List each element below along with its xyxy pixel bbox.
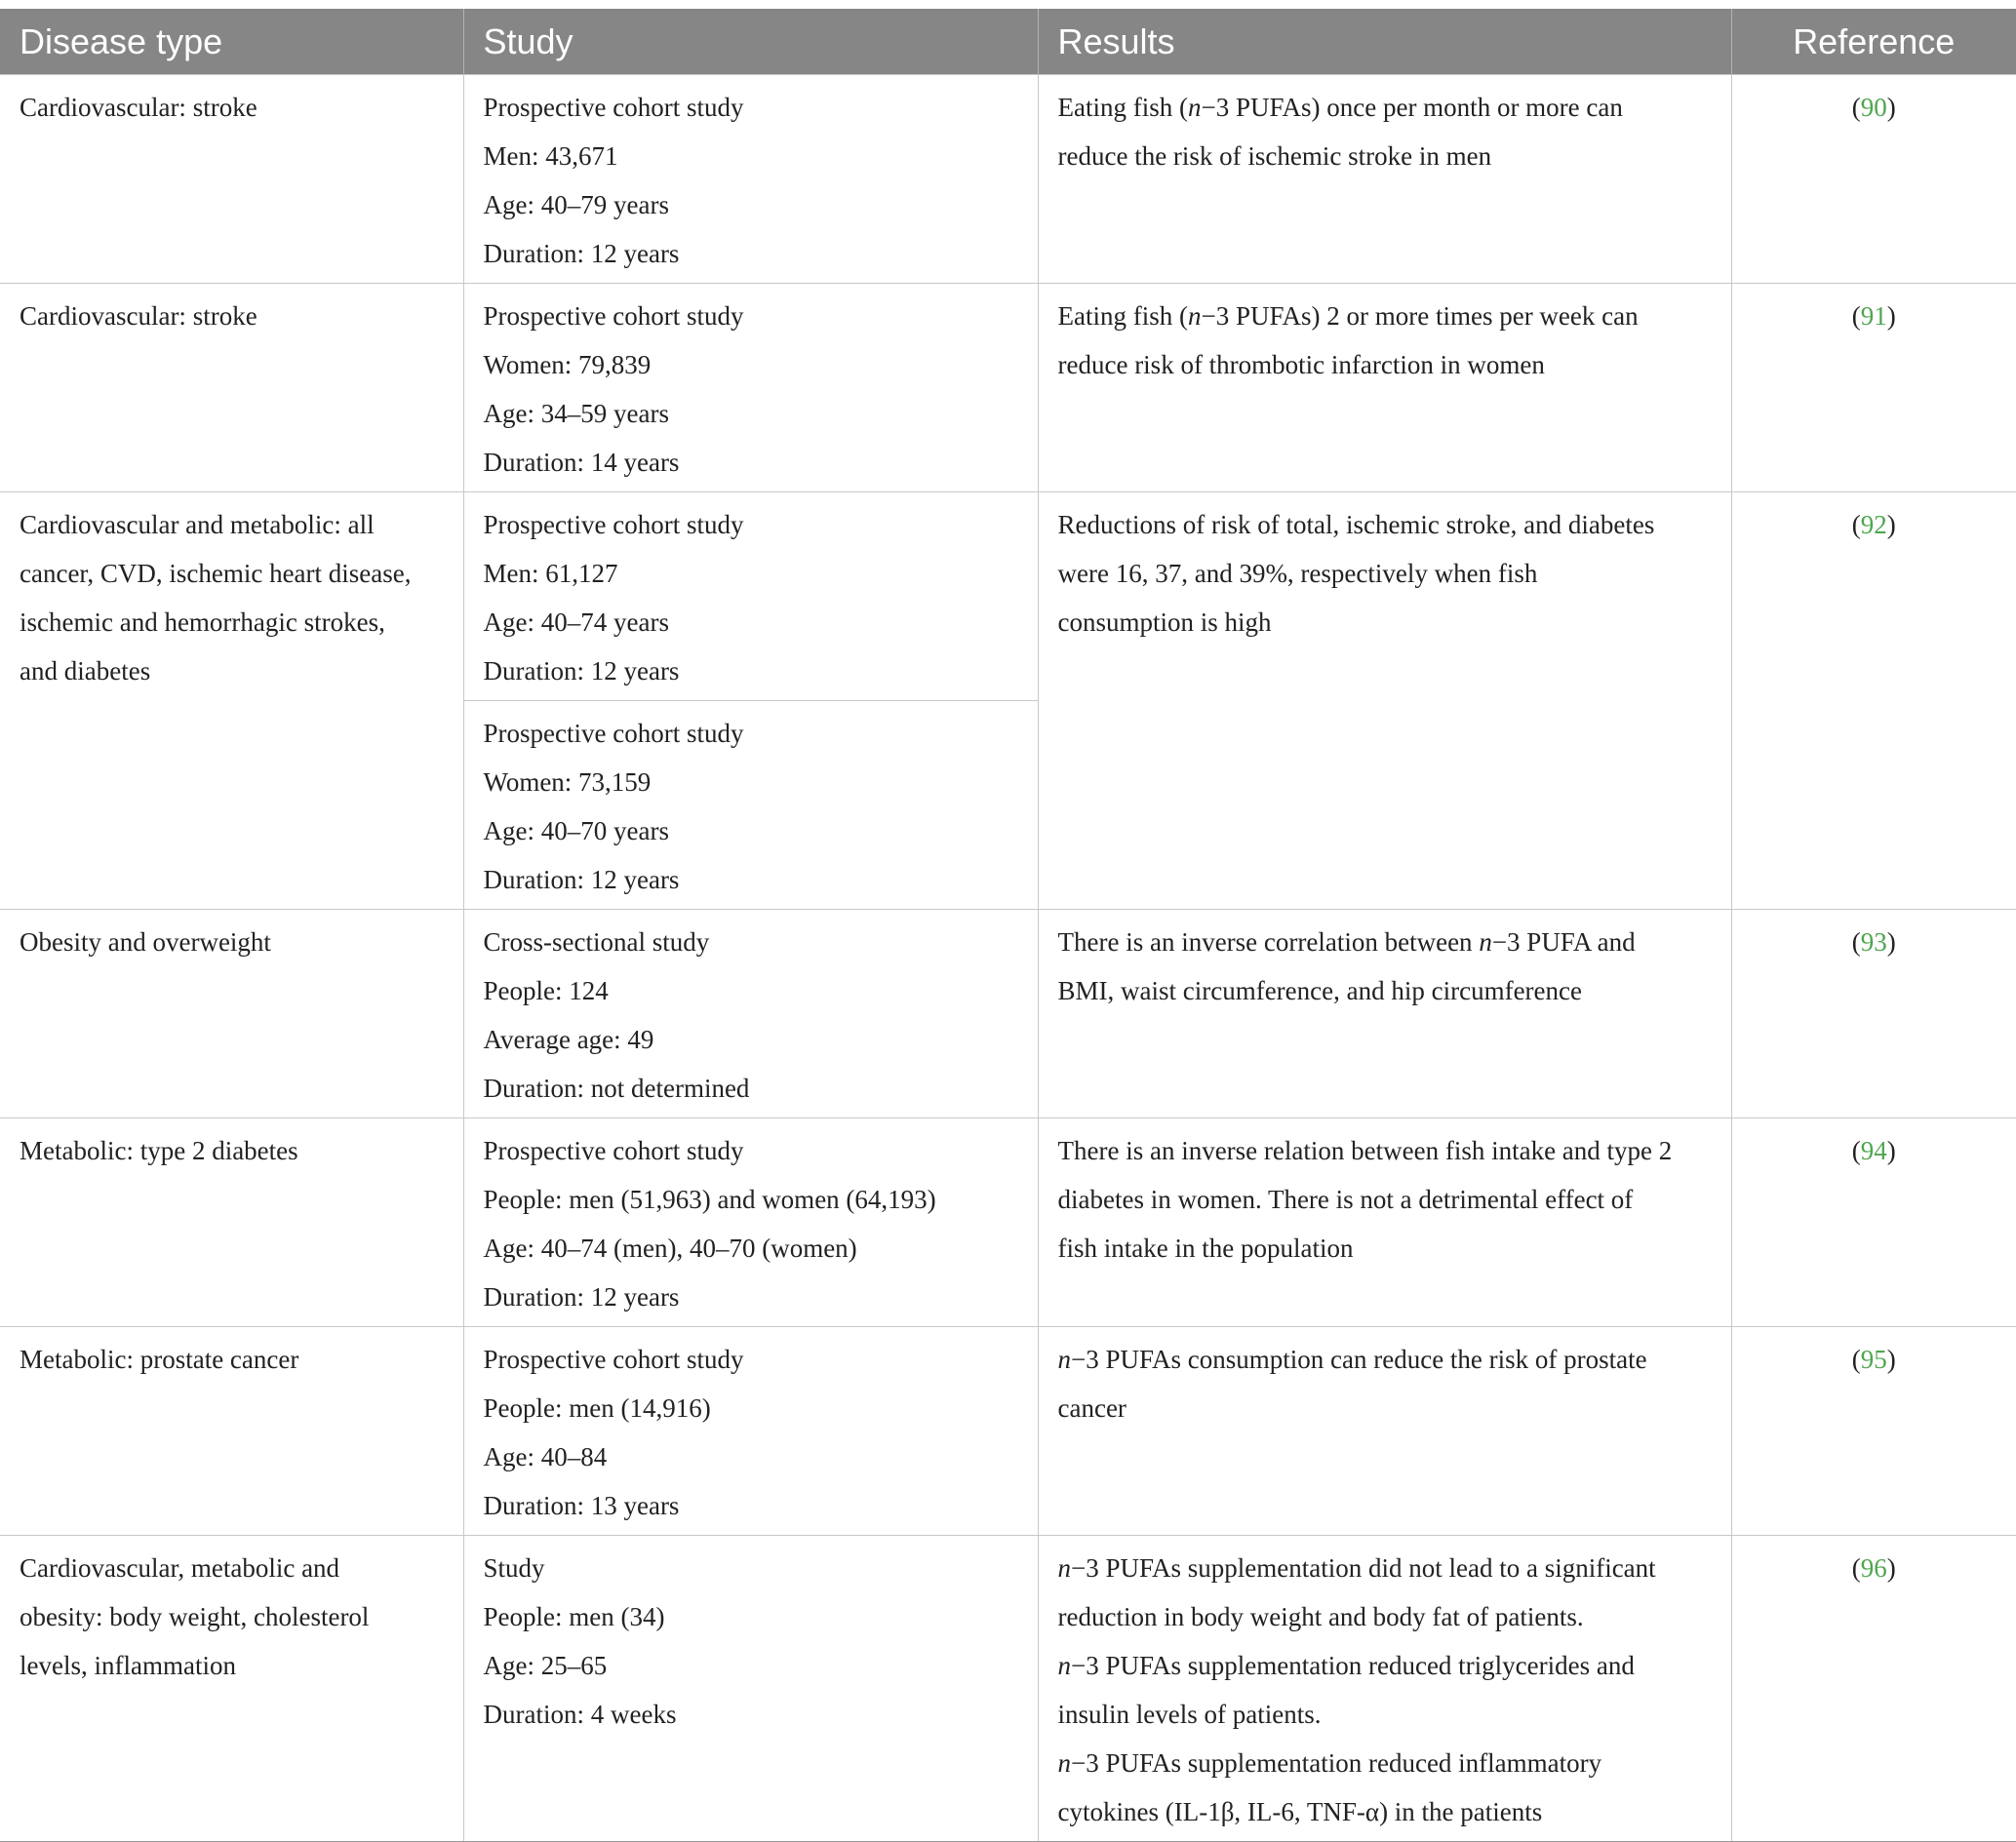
header-disease-type: Disease type xyxy=(0,9,463,75)
study-line: Duration: 12 years xyxy=(483,656,680,686)
reference-cell: (93) xyxy=(1731,910,2016,1118)
disease-line: ischemic and hemorrhagic strokes, xyxy=(20,607,385,637)
disease-cell: Cardiovascular: stroke xyxy=(0,75,463,284)
variable-n: n xyxy=(1057,1553,1071,1583)
results-line: n−3 PUFAs supplementation reduced inflammatory xyxy=(1057,1748,1602,1778)
study-line: Men: 43,671 xyxy=(483,141,618,171)
header-reference: Reference xyxy=(1731,9,2016,75)
results-cell xyxy=(1038,284,1731,492)
results-line: There is an inverse correlation between n−3 PUFA and xyxy=(1057,927,1636,957)
study-line: Study xyxy=(483,1553,545,1583)
reference-cell: (92) xyxy=(1731,492,2016,910)
study-line: Men: 61,127 xyxy=(483,559,618,588)
study-cell xyxy=(463,75,1038,284)
results-line: n−3 PUFAs supplementation did not lead to a significant xyxy=(1057,1553,1656,1583)
study-line: Duration: not determined xyxy=(483,1074,750,1103)
study-line: Women: 73,159 xyxy=(483,767,652,797)
study-line: Age: 40–79 years xyxy=(483,190,669,219)
results-line: reduce risk of thrombotic infarction in women xyxy=(1057,350,1545,379)
disease-cell: Obesity and overweight xyxy=(0,910,463,1118)
study-line: Prospective cohort study xyxy=(483,93,744,122)
study-cell xyxy=(463,492,1038,701)
study-line: Age: 25–65 xyxy=(483,1651,608,1680)
reference-link[interactable]: 95 xyxy=(1860,1345,1887,1374)
variable-n: n xyxy=(1057,1651,1071,1680)
reference-cell: (91) xyxy=(1731,284,2016,492)
results-line: n−3 PUFAs supplementation reduced triglycerides and xyxy=(1057,1651,1635,1680)
disease-cell: Metabolic: type 2 diabetes xyxy=(0,1118,463,1327)
results-line: were 16, 37, and 39%, respectively when fish xyxy=(1057,559,1538,588)
results-line: Reductions of risk of total, ischemic stroke, and diabetes xyxy=(1057,510,1655,539)
disease-line: Cardiovascular, metabolic and xyxy=(20,1553,340,1583)
study-line: Prospective cohort study xyxy=(483,1136,744,1165)
results-cell xyxy=(1038,492,1731,910)
variable-n: n xyxy=(1187,93,1202,122)
results-cell xyxy=(1038,1327,1731,1536)
results-line: n−3 PUFAs consumption can reduce the risk of prostate xyxy=(1057,1345,1647,1374)
study-cell xyxy=(463,1536,1038,1842)
reference-link[interactable]: 91 xyxy=(1860,301,1887,331)
reference-link[interactable]: 90 xyxy=(1860,93,1887,122)
study-line: Duration: 14 years xyxy=(483,448,680,477)
table-row xyxy=(0,910,2016,1118)
study-line: People: men (51,963) and women (64,193) xyxy=(483,1185,936,1214)
disease-cell: Metabolic: prostate cancer xyxy=(0,1327,463,1536)
header-row xyxy=(0,9,2016,75)
disease-cell xyxy=(0,1536,463,1842)
disease-line: cancer, CVD, ischemic heart disease, xyxy=(20,559,412,588)
disease-line: obesity: body weight, cholesterol xyxy=(20,1602,370,1631)
study-line: Duration: 4 weeks xyxy=(483,1700,677,1729)
study-line: People: 124 xyxy=(483,976,609,1005)
study-line: Age: 40–84 xyxy=(483,1442,608,1471)
study-line: Age: 40–74 years xyxy=(483,607,669,637)
disease-cell xyxy=(0,492,463,910)
table-row xyxy=(0,1327,2016,1536)
results-line: fish intake in the population xyxy=(1057,1234,1354,1263)
study-cell xyxy=(463,1118,1038,1327)
disease-cell: Cardiovascular: stroke xyxy=(0,284,463,492)
reference-link[interactable]: 92 xyxy=(1860,510,1887,539)
table-row xyxy=(0,284,2016,492)
study-line: Age: 40–74 (men), 40–70 (women) xyxy=(483,1234,857,1263)
results-line: Eating fish (n−3 PUFAs) 2 or more times per week can xyxy=(1057,301,1639,331)
study-line: Average age: 49 xyxy=(483,1025,654,1054)
study-line: Prospective cohort study xyxy=(483,510,744,539)
disease-line: levels, inflammation xyxy=(20,1651,236,1680)
study-line: People: men (14,916) xyxy=(483,1393,711,1423)
study-line: Cross-sectional study xyxy=(483,927,710,957)
study-line: Duration: 12 years xyxy=(483,239,680,268)
reference-cell: (95) xyxy=(1731,1327,2016,1536)
study-cell xyxy=(463,284,1038,492)
study-line: People: men (34) xyxy=(483,1602,665,1631)
study-line: Duration: 13 years xyxy=(483,1491,680,1520)
variable-n: n xyxy=(1057,1748,1071,1778)
results-line: There is an inverse relation between fish intake and type 2 xyxy=(1057,1136,1673,1165)
results-cell xyxy=(1038,910,1731,1118)
table-row xyxy=(0,1118,2016,1327)
results-line: diabetes in women. There is not a detrimental effect of xyxy=(1057,1185,1634,1214)
variable-n: n xyxy=(1057,1345,1071,1374)
study-line: Prospective cohort study xyxy=(483,1345,744,1374)
reference-cell: (94) xyxy=(1731,1118,2016,1327)
disease-line: Cardiovascular and metabolic: all xyxy=(20,510,375,539)
study-line: Women: 79,839 xyxy=(483,350,652,379)
reference-link[interactable]: 94 xyxy=(1860,1136,1887,1165)
results-line: insulin levels of patients. xyxy=(1057,1700,1322,1729)
study-line: Duration: 12 years xyxy=(483,865,680,894)
reference-cell: (90) xyxy=(1731,75,2016,284)
reference-cell: (96) xyxy=(1731,1536,2016,1842)
results-line: reduce the risk of ischemic stroke in men xyxy=(1057,141,1492,171)
reference-link[interactable]: 93 xyxy=(1860,927,1887,957)
header-study: Study xyxy=(463,9,1038,75)
variable-n: n xyxy=(1187,301,1202,331)
results-line: reduction in body weight and body fat of patients. xyxy=(1057,1602,1584,1631)
study-line: Prospective cohort study xyxy=(483,301,744,331)
results-line: cytokines (IL-1β, IL-6, TNF-α) in the patients xyxy=(1057,1797,1543,1826)
results-line: consumption is high xyxy=(1057,607,1272,637)
results-cell xyxy=(1038,1536,1731,1842)
header-results: Results xyxy=(1038,9,1731,75)
results-line: Eating fish (n−3 PUFAs) once per month or more can xyxy=(1057,93,1623,122)
results-line: cancer xyxy=(1057,1393,1127,1423)
study-cell xyxy=(463,910,1038,1118)
table-row xyxy=(0,492,2016,701)
disease-line: and diabetes xyxy=(20,656,151,686)
study-cell xyxy=(463,701,1038,910)
variable-n: n xyxy=(1479,927,1492,957)
study-line: Age: 34–59 years xyxy=(483,399,669,428)
study-line: Duration: 12 years xyxy=(483,1282,680,1312)
study-line: Prospective cohort study xyxy=(483,719,744,748)
results-cell xyxy=(1038,1118,1731,1327)
table-row xyxy=(0,1536,2016,1842)
results-line: BMI, waist circumference, and hip circumference xyxy=(1057,976,1582,1005)
results-cell xyxy=(1038,75,1731,284)
study-line: Age: 40–70 years xyxy=(483,816,669,845)
reference-link[interactable]: 96 xyxy=(1860,1553,1887,1583)
fish-pufa-disease-table xyxy=(0,9,2016,1842)
study-cell xyxy=(463,1327,1038,1536)
table-row xyxy=(0,75,2016,284)
